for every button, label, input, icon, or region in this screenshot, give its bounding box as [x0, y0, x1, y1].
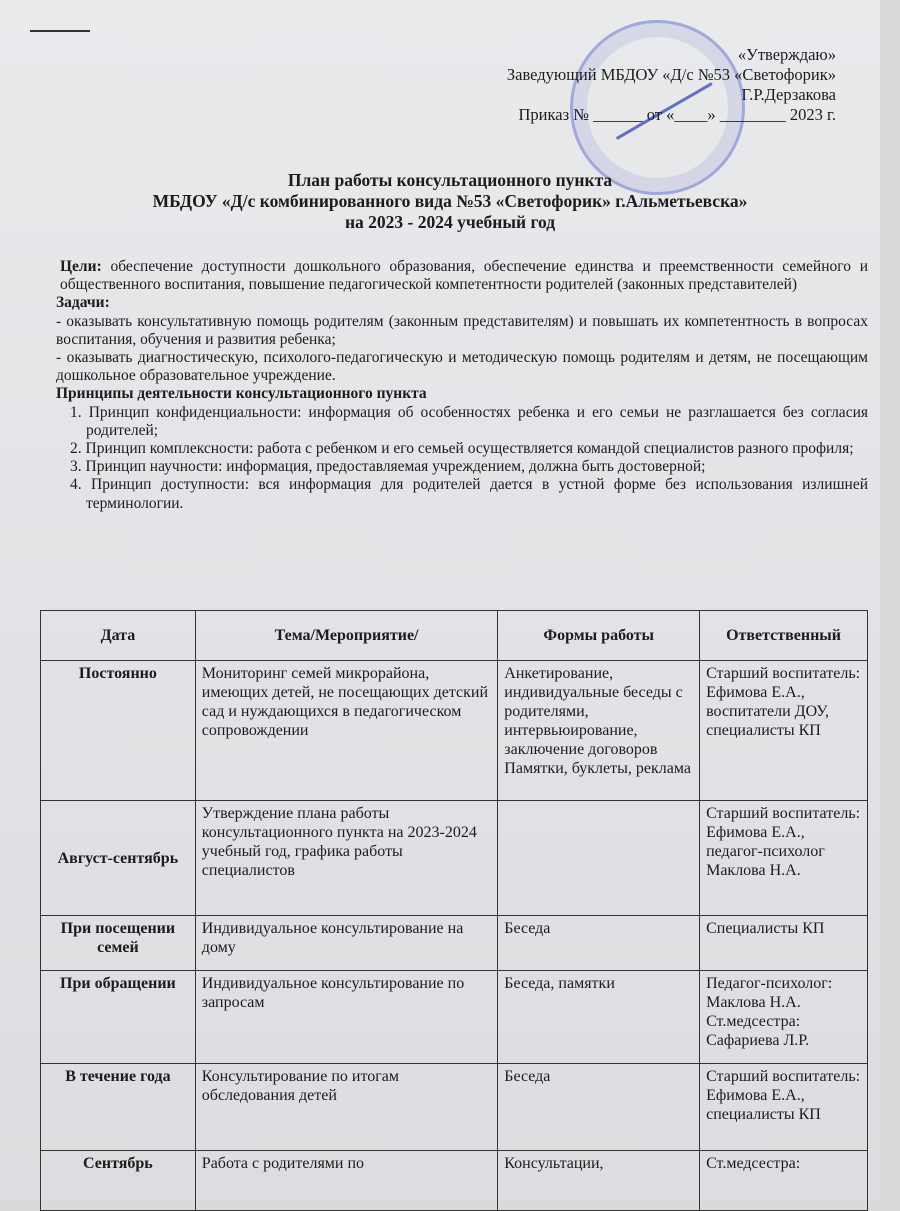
approval-line: Г.Р.Дерзакова	[741, 85, 836, 104]
approval-line: Приказ № ______ от «____» ________ 2023 г.	[518, 105, 836, 124]
cell-forms: Беседа, памятки	[498, 971, 700, 1064]
cell-topic: Индивидуальное консультирование на дому	[195, 916, 497, 971]
table-header	[41, 611, 868, 661]
header-date: Дата	[41, 611, 196, 661]
cell-forms: Беседа	[498, 1064, 700, 1151]
plan-table	[40, 610, 868, 1211]
header-topic: Тема/Мероприятие/	[195, 611, 497, 661]
cell-responsible: Старший воспитатель: Ефимова Е.А., специалисты КП	[700, 1064, 868, 1151]
principles-label: Принципы деятельности консультационного пункта	[56, 385, 427, 403]
cell-date: При обращении	[41, 971, 196, 1064]
table-row	[41, 1151, 868, 1211]
cell-topic: Мониторинг семей микрорайона, имеющих детей, не посещающих детский сад и нуждающихся в педагогическом сопровождении	[195, 661, 497, 801]
table-row	[41, 661, 868, 801]
header-forms: Формы работы	[498, 611, 700, 661]
header-responsible: Ответственный	[700, 611, 868, 661]
approval-line: «Утверждаю»	[737, 45, 836, 64]
goals-text: обеспечение доступности дошкольного образования, обеспечение единства и преемственности семейного и общественного воспитания, повышение педагогической компетентности родителей (законных представителей)	[60, 258, 868, 294]
cell-responsible: Старший воспитатель: Ефимова Е.А., педагог-психолог Маклова Н.А.	[700, 801, 868, 916]
cell-topic: Консультирование по итогам обследования детей	[195, 1064, 497, 1151]
cell-date: В течение года	[41, 1064, 196, 1151]
document-body	[56, 258, 868, 513]
approval-line: Заведующий МБДОУ «Д/с №53 «Светофорик»	[506, 65, 836, 84]
cell-topic: Утверждение плана работы консультационного пункта на 2023-2024 учебный год, графика работы специалистов	[195, 801, 497, 916]
cell-responsible: Ст.медсестра:	[700, 1151, 868, 1211]
principle-item: 3. Принцип научности: информация, предоставляемая учреждением, должна быть достоверной;	[70, 458, 706, 476]
cell-date: При посещении семей	[41, 916, 196, 971]
cell-forms: Консультации,	[498, 1151, 700, 1211]
table-row	[41, 971, 868, 1064]
table-row	[41, 801, 868, 916]
cell-responsible: Педагог-психолог: Маклова Н.А. Ст.медсестра: Сафариева Л.Р.	[700, 971, 868, 1064]
cell-date: Сентябрь	[41, 1151, 196, 1211]
title-line: на 2023 - 2024 учебный год	[344, 212, 556, 232]
title-line: МБДОУ «Д/с комбинированного вида №53 «Светофорик» г.Альметьевска»	[152, 191, 748, 211]
goals-label: Цели:	[60, 258, 102, 275]
principle-item: 1. Принцип конфиденциальности: информация об особенностях ребенка и его семьи не разглашается без согласия родителей;	[70, 403, 868, 439]
task-item: - оказывать диагностическую, психолого-педагогическую и методическую помощь родителям и детям, не посещающим дошкольное образовательное учреждение.	[56, 349, 868, 385]
title-line: План работы консультационного пункта	[287, 170, 613, 190]
principle-item: 2. Принцип комплексности: работа с ребенком и его семьей осуществляется командой специалистов разного профиля;	[70, 440, 854, 458]
table-row	[41, 916, 868, 971]
tasks-label: Задачи:	[56, 294, 110, 312]
cell-responsible: Старший воспитатель: Ефимова Е.А., воспитатели ДОУ, специалисты КП	[700, 661, 868, 801]
goals	[60, 258, 868, 294]
document-title	[0, 170, 900, 233]
cell-topic: Индивидуальное консультирование по запросам	[195, 971, 497, 1064]
cell-topic: Работа с родителями по	[195, 1151, 497, 1211]
table-row	[41, 1064, 868, 1151]
cell-date: Август-сентябрь	[41, 801, 196, 916]
cell-forms: Анкетирование, индивидуальные беседы с родителями, интервьюирование, заключение договоров Памятки, буклеты, реклама	[498, 661, 700, 801]
cell-date: Постоянно	[41, 661, 196, 801]
cell-responsible: Специалисты КП	[700, 916, 868, 971]
cell-forms	[498, 801, 700, 916]
principle-item: 4. Принцип доступности: вся информация для родителей дается в устной форме без использования излишней терминологии.	[70, 476, 868, 512]
task-item: - оказывать консультативную помощь родителям (законным представителям) и повышать их компетентность в вопросах воспитания, обучения и развития ребенка;	[56, 312, 868, 348]
cell-forms: Беседа	[498, 916, 700, 971]
approval-block	[507, 45, 836, 125]
corner-mark	[30, 30, 90, 32]
